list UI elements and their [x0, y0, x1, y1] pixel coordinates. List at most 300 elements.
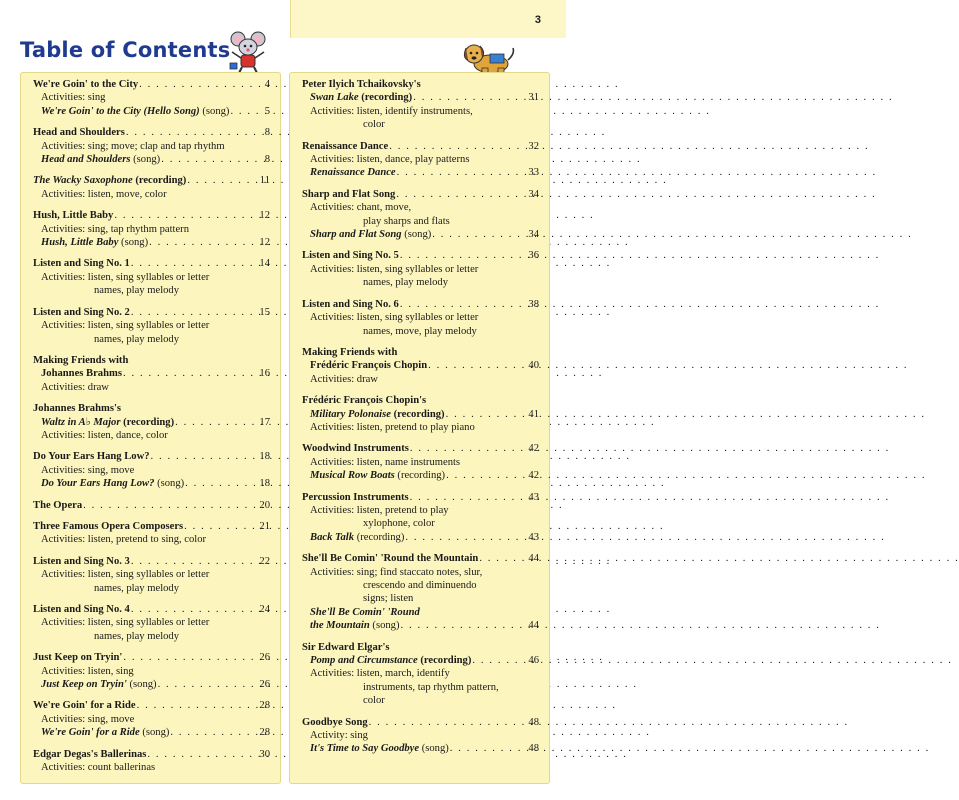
page-ref: 18 — [259, 478, 270, 490]
activities-line: Activities: listen, pretend to sing, color — [41, 534, 207, 546]
song-row — [302, 228, 539, 241]
page-ref: 11 — [259, 175, 270, 187]
entry-heading-pre: Peter Ilyich Tchaikovsky's — [302, 79, 421, 90]
toc-entry — [302, 249, 539, 289]
page-ref: 16 — [259, 368, 270, 380]
activities-line: Activities: sing, tap rhythm pattern — [41, 223, 189, 235]
toc-entry — [302, 346, 539, 386]
song-row-text — [310, 531, 404, 544]
entry-heading: Head and Shoulders — [33, 127, 125, 139]
song-title: Renaissance Dance — [310, 167, 396, 179]
toc-entry — [33, 499, 270, 512]
entry-heading-row-text — [302, 188, 395, 201]
song-row-text — [310, 469, 445, 482]
entry-heading: We're Goin' to the City — [33, 79, 139, 90]
toc-entry — [33, 520, 270, 547]
entry-heading-line — [302, 78, 539, 91]
dot-leader — [399, 298, 529, 311]
entry-heading-row — [33, 126, 270, 139]
page-ref: 42 — [528, 470, 539, 482]
activities-line: Activities: listen, move, color — [41, 188, 167, 200]
dot-leader — [184, 477, 259, 490]
entry-heading-row — [33, 209, 270, 222]
entry-heading-pre: Making Friends with — [33, 354, 129, 366]
toc-entry — [33, 354, 270, 394]
activities-line: Activities: listen, sing syllables or letter — [41, 569, 210, 581]
dot-leader — [478, 552, 528, 565]
song-title: It's Time to Say Goodbye — [310, 743, 420, 755]
entry-heading-row-text — [302, 140, 388, 153]
entry-heading-row-text — [302, 442, 409, 455]
entry-heading-rest: (recording) — [417, 655, 472, 667]
entry-heading-row — [302, 140, 539, 153]
song-title: We're Goin' to the City (Hello Song) — [41, 105, 200, 117]
toc-entry — [33, 699, 270, 739]
entry-heading-rest: (recording) — [120, 416, 175, 428]
toc-entry — [302, 188, 539, 242]
entry-heading-row-text — [33, 306, 130, 319]
dot-leader — [412, 91, 528, 104]
toc-entry — [33, 306, 270, 346]
dot-leader — [82, 499, 259, 512]
entry-heading-row-text — [33, 450, 150, 463]
dot-leader — [399, 619, 528, 632]
page-ref: 21 — [259, 520, 270, 532]
dog-illustration-icon — [460, 40, 518, 74]
song-row-text — [310, 228, 431, 241]
activities-line: Activities: listen, sing syllables or letter — [41, 271, 210, 283]
entry-heading: Just Keep on Tryin' — [33, 652, 123, 664]
header-band — [290, 0, 566, 38]
song-type: (song) — [118, 237, 149, 249]
entry-heading-line — [302, 346, 539, 359]
entry-heading-pre: Making Friends with — [302, 346, 398, 358]
song-row — [33, 105, 270, 118]
page-ref: 26 — [259, 679, 270, 691]
toc-entry — [33, 450, 270, 490]
entry-heading-row-text — [33, 126, 125, 139]
page-ref: 36 — [528, 250, 539, 262]
entry-heading-row — [33, 174, 270, 187]
page-ref: 8 — [264, 154, 270, 166]
toc-entry — [33, 555, 270, 595]
song-title: Head and Shoulders — [41, 154, 131, 166]
song-type: (song) — [126, 679, 157, 691]
entry-heading-row — [33, 306, 270, 319]
toc-entry — [302, 394, 539, 434]
entry-heading: Frédéric François Chopin — [310, 360, 428, 372]
entry-heading-row-text — [33, 78, 138, 91]
song-title: Back Talk — [310, 531, 355, 543]
toc-entry — [302, 442, 539, 482]
entry-heading-row-text — [310, 359, 427, 372]
activities-line: names, play melody — [94, 582, 180, 594]
dot-leader — [445, 469, 528, 482]
dot-leader — [174, 416, 259, 429]
song-type: (song) — [401, 229, 432, 241]
activities-line: Activities: listen, dance, play patterns — [310, 154, 470, 166]
entry-heading-row — [33, 748, 270, 761]
dot-leader — [122, 651, 259, 664]
dot-leader — [186, 174, 259, 187]
page-ref: 44 — [528, 553, 539, 565]
activities-line: names, play melody — [94, 333, 180, 345]
entry-heading-pre: Sir Edward Elgar's — [302, 641, 390, 653]
activities-line: Activities: draw — [310, 373, 378, 385]
activities-line: Activities: listen, sing — [41, 665, 134, 677]
activities-line: Activities: sing, move — [41, 464, 135, 476]
activities-line: Activities: listen, pretend to play piano — [310, 421, 475, 433]
song-title-line: She'll Be Comin' 'Round — [310, 606, 420, 618]
page-ref: 43 — [528, 531, 539, 543]
entry-heading: Johannes Brahms — [41, 368, 122, 380]
entry-heading-row — [33, 651, 270, 664]
entry-heading-italic: Swan Lake — [310, 92, 359, 104]
toc-entry — [302, 491, 539, 545]
dot-leader — [409, 491, 529, 504]
toc-right-column — [289, 72, 550, 784]
song-title: Sharp and Flat Song — [310, 229, 402, 241]
page-ref: 44 — [528, 620, 539, 632]
activities-line: xylophone, color — [363, 518, 435, 530]
dot-leader — [169, 726, 259, 739]
toc-entry — [33, 126, 270, 166]
entry-heading: Edgar Degas's Ballerinas — [33, 748, 147, 760]
activities-line: color — [363, 695, 385, 707]
activities-line: Activities: sing, move — [41, 713, 135, 725]
entry-heading: Listen and Sing No. 2 — [33, 306, 130, 318]
song-type: (song) — [139, 727, 170, 739]
activities-line: Activities: listen, sing syllables or letter — [310, 312, 479, 324]
page-header — [0, 0, 565, 38]
activities-line: Activities: sing; find staccato notes, slur, — [310, 566, 483, 578]
dot-leader — [150, 450, 260, 463]
page-number: 3 — [534, 14, 541, 26]
entry-heading-line — [302, 394, 539, 407]
entry-heading-row — [302, 408, 539, 421]
activities-line: color — [363, 119, 385, 131]
entry-heading-row — [302, 359, 539, 372]
page-ref: 15 — [259, 306, 270, 318]
page-ref: 41 — [528, 408, 539, 420]
dot-leader — [396, 166, 529, 179]
song-type: (song) — [419, 743, 449, 755]
dot-leader — [183, 520, 259, 533]
toc-left-column — [20, 72, 281, 784]
entry-heading-row-text — [33, 651, 122, 664]
song-row-text — [41, 105, 229, 118]
activities-line: Activities: listen, march, identify — [310, 668, 450, 680]
activities-line: Activities: listen, sing syllables or letter — [41, 320, 210, 332]
entry-heading-row — [33, 78, 270, 91]
song-type: (recording) — [394, 470, 446, 482]
entry-heading-rest: (recording) — [132, 175, 187, 187]
page-ref: 33 — [528, 167, 539, 179]
page-ref: 46 — [528, 655, 539, 667]
mouse-illustration-icon — [228, 30, 268, 74]
entry-heading-row — [302, 716, 539, 729]
entry-heading-row — [33, 555, 270, 568]
toc-entry — [33, 603, 270, 643]
activities-line: Activities: count ballerinas — [41, 762, 156, 774]
page-ref: 8 — [264, 127, 270, 139]
page-ref: 30 — [259, 748, 270, 760]
entry-heading: Listen and Sing No. 5 — [302, 250, 399, 262]
activities-line: signs; listen — [363, 593, 414, 605]
song-row-text — [41, 678, 157, 691]
dot-leader — [445, 408, 529, 421]
activities-line: Activities: draw — [41, 381, 109, 393]
dot-leader — [130, 603, 260, 616]
activities-line: names, play melody — [94, 285, 180, 297]
dot-leader — [138, 78, 265, 91]
toc-entry — [302, 140, 539, 180]
song-row — [302, 619, 539, 632]
toc-entry — [33, 78, 270, 118]
dot-leader — [449, 742, 529, 755]
entry-heading-row-text — [41, 367, 122, 380]
dot-leader — [399, 249, 529, 262]
page-ref: 31 — [528, 92, 539, 104]
entry-heading-italic: Pomp and Circumstance — [310, 655, 418, 667]
toc-entry — [33, 402, 270, 442]
page-ref: 43 — [528, 491, 539, 503]
dot-leader — [148, 236, 259, 249]
page-ref: 22 — [259, 555, 270, 567]
toc-entry — [33, 748, 270, 775]
entry-heading-line — [302, 641, 539, 654]
page-ref: 24 — [259, 604, 270, 615]
song-title: Do Your Ears Hang Low? — [41, 478, 155, 490]
entry-heading: Renaissance Dance — [302, 140, 389, 152]
dot-leader — [368, 716, 529, 729]
entry-heading-row-text — [33, 174, 186, 187]
entry-heading-row-text — [302, 249, 399, 262]
dot-leader — [130, 555, 260, 568]
song-title: the Mountain — [310, 620, 370, 632]
song-row — [33, 678, 270, 691]
entry-heading-rest: (recording) — [390, 408, 445, 420]
entry-heading: Woodwind Instruments — [302, 443, 409, 455]
entry-heading-row-text — [310, 91, 412, 104]
entry-heading-row-text — [33, 257, 130, 270]
page-ref: 40 — [528, 360, 539, 372]
entry-heading-row-text — [33, 699, 136, 712]
toc-entry — [302, 298, 539, 338]
entry-heading-row — [33, 499, 270, 512]
page-ref: 48 — [528, 743, 539, 755]
entry-heading-rest: (recording) — [358, 92, 413, 104]
activities-line: Activities: listen, identify instruments, — [310, 105, 473, 117]
activities-line: names, move, play melody — [363, 325, 477, 337]
page-ref: 28 — [259, 727, 270, 739]
song-title: Musical Row Boats — [310, 470, 395, 482]
page-ref: 12 — [259, 210, 270, 222]
entry-heading-row-text — [33, 209, 113, 222]
entry-heading: Three Famous Opera Composers — [33, 520, 184, 532]
activities-line: Activities: listen, sing syllables or letter — [310, 263, 479, 275]
entry-heading-row-text — [33, 555, 130, 568]
entry-heading-row-text — [302, 491, 409, 504]
entry-heading: Goodbye Song — [302, 716, 368, 728]
entry-heading-row-text — [33, 520, 183, 533]
toc-entry — [33, 257, 270, 297]
song-type: (song) — [199, 105, 230, 117]
dot-leader — [130, 306, 260, 319]
entry-heading-row-text — [41, 416, 174, 429]
entry-heading: Do Your Ears Hang Low? — [33, 451, 150, 463]
page-ref: 17 — [259, 416, 270, 428]
dot-leader — [146, 748, 259, 761]
toc-entry — [302, 78, 539, 132]
dot-leader — [130, 257, 260, 270]
activities-line: Activities: listen, name instruments — [310, 456, 461, 468]
entry-heading-row — [33, 367, 270, 380]
entry-heading-row — [33, 520, 270, 533]
entry-heading-row — [302, 442, 539, 455]
dot-leader — [122, 367, 259, 380]
page-ref: 28 — [259, 700, 270, 712]
entry-heading-italic: The Wacky Saxophone — [33, 175, 133, 187]
toc-entry — [33, 651, 270, 691]
song-title: We're Goin' for a Ride — [41, 727, 140, 739]
entry-heading-row — [33, 699, 270, 712]
page-ref: 12 — [259, 237, 270, 249]
entry-heading: Percussion Instruments — [302, 491, 409, 503]
song-row-text — [41, 153, 160, 166]
dot-leader — [136, 699, 260, 712]
activities-line: names, play melody — [94, 630, 180, 642]
song-row-text — [310, 619, 399, 632]
song-row — [33, 726, 270, 739]
entry-heading: Listen and Sing No. 1 — [33, 258, 130, 270]
activities-line: Activities: sing — [41, 92, 106, 104]
page-ref: 20 — [259, 499, 270, 511]
page-ref: 5 — [264, 105, 270, 117]
page-ref: 42 — [528, 443, 539, 455]
entry-heading: Hush, Little Baby — [33, 210, 114, 222]
song-type: (song) — [130, 154, 161, 166]
dot-leader — [471, 654, 528, 667]
activities-line: play sharps and flats — [363, 215, 450, 227]
activities-line: Activity: sing — [310, 730, 368, 742]
entry-heading-row — [302, 491, 539, 504]
song-row — [302, 166, 539, 179]
page-ref: 14 — [259, 258, 270, 270]
dot-leader — [388, 140, 528, 153]
entry-heading-pre: Johannes Brahms's — [33, 403, 122, 415]
entry-heading-row-text — [33, 748, 146, 761]
song-type: (recording) — [354, 531, 405, 543]
song-type: (song) — [154, 478, 185, 490]
activities-line: names, play melody — [363, 277, 449, 289]
dot-leader — [157, 678, 260, 691]
entry-heading: Listen and Sing No. 6 — [302, 298, 399, 310]
song-title: Hush, Little Baby — [41, 237, 119, 249]
entry-heading-italic: Military Polonaise — [310, 408, 391, 420]
entry-heading-row — [33, 603, 270, 616]
song-row — [33, 477, 270, 490]
song-type: (song) — [369, 620, 400, 632]
page-ref: 34 — [528, 229, 539, 241]
entry-heading-row — [302, 298, 539, 311]
activities-line: instruments, tap rhythm pattern, — [363, 681, 499, 693]
entry-heading: She'll Be Comin' 'Round the Mountain — [302, 553, 479, 565]
toc-entry — [33, 209, 270, 249]
entry-heading-row — [302, 91, 539, 104]
entry-heading: Sharp and Flat Song — [302, 188, 396, 200]
entry-heading-row-text — [33, 499, 82, 512]
entry-heading-italic: Waltz in A♭ Major — [41, 416, 121, 428]
activities-line: Activities: chant, move, — [310, 202, 412, 214]
song-row — [302, 531, 539, 544]
page-ref: 32 — [528, 140, 539, 152]
dot-leader — [404, 531, 528, 544]
dot-leader — [427, 359, 528, 372]
activities-line: Activities: listen, pretend to play — [310, 504, 449, 516]
page-ref: 4 — [264, 79, 270, 90]
entry-heading-row-text — [302, 298, 399, 311]
toc-entry — [33, 174, 270, 201]
song-row-text — [310, 742, 449, 755]
entry-heading-row — [302, 552, 539, 565]
song-row-text — [310, 166, 396, 179]
entry-heading-pre: Frédéric François Chopin's — [302, 395, 427, 407]
entry-heading-row-text — [310, 654, 471, 667]
toc-entry — [302, 641, 539, 708]
song-title: Just Keep on Tryin' — [41, 679, 127, 691]
entry-heading-row-text — [310, 408, 445, 421]
page-ref: 38 — [528, 298, 539, 310]
song-row — [302, 469, 539, 482]
entry-heading-row — [302, 654, 539, 667]
page-ref: 34 — [528, 188, 539, 200]
activities-line: Activities: listen, dance, color — [41, 429, 168, 441]
song-row-text — [41, 726, 169, 739]
page-title: Table of Contents — [20, 38, 231, 62]
dot-leader — [125, 126, 265, 139]
entry-heading: Listen and Sing No. 4 — [33, 604, 130, 615]
toc-entry — [302, 716, 539, 756]
activities-line: Activities: sing; move; clap and tap rhythm — [41, 140, 225, 152]
entry-heading: The Opera — [33, 499, 83, 511]
activities-line: crescendo and diminuendo — [363, 580, 477, 591]
toc-entry — [302, 552, 539, 632]
song-row-text — [41, 236, 148, 249]
activities-line: Activities: listen, sing syllables or letter — [41, 617, 210, 629]
dot-leader — [409, 442, 529, 455]
dot-leader — [229, 105, 264, 118]
entry-heading: We're Goin' for a Ride — [33, 700, 136, 712]
page-ref: 26 — [259, 652, 270, 664]
entry-heading-row — [33, 450, 270, 463]
entry-heading-row — [33, 257, 270, 270]
entry-heading-row-text — [302, 552, 478, 565]
entry-heading-row — [33, 416, 270, 429]
song-row-text — [41, 477, 184, 490]
dot-leader — [431, 228, 528, 241]
entry-heading-row — [302, 249, 539, 262]
song-row — [33, 153, 270, 166]
page-ref: 48 — [528, 716, 539, 728]
dot-leader — [113, 209, 259, 222]
entry-heading-line — [33, 402, 270, 415]
entry-heading-row — [302, 188, 539, 201]
entry-heading: Listen and Sing No. 3 — [33, 555, 130, 567]
entry-heading-line — [33, 354, 270, 367]
page-ref: 18 — [259, 451, 270, 463]
dot-leader — [395, 188, 528, 201]
